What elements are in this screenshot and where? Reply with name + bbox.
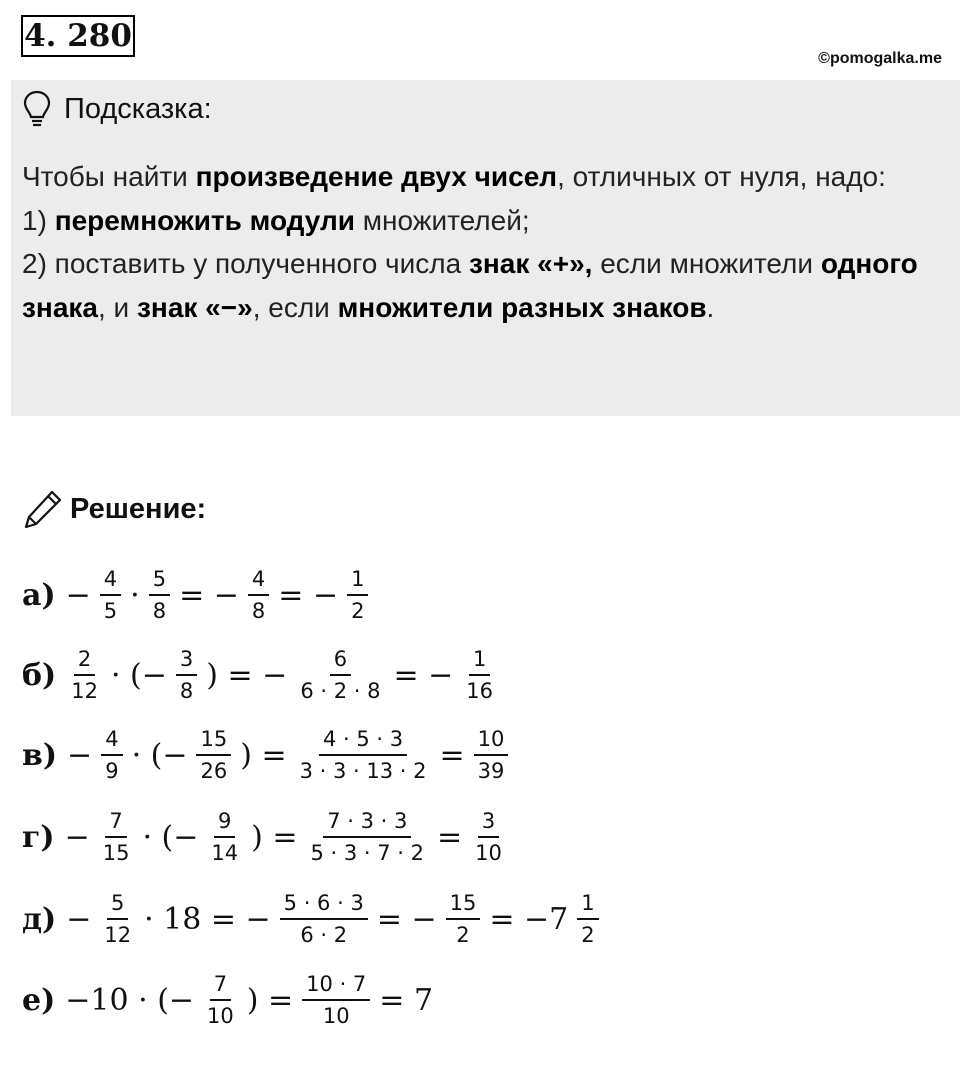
operator: = − — [278, 577, 339, 613]
fraction — [248, 564, 269, 626]
hint-text-part: 1) — [22, 204, 55, 236]
denominator: 2 — [351, 599, 365, 623]
numerator: 4 — [248, 564, 269, 596]
fraction — [307, 806, 429, 868]
numerator: 1 — [577, 888, 598, 920]
numerator: 10 · 7 — [302, 969, 370, 1001]
denominator: 12 — [71, 679, 98, 703]
row-label: а) — [22, 577, 56, 613]
denominator: 26 — [200, 759, 228, 783]
denominator: 14 — [211, 841, 239, 865]
fraction — [280, 888, 368, 950]
operator: = − — [376, 901, 437, 937]
lightbulb-icon — [22, 90, 52, 128]
row-label: д) — [22, 901, 57, 937]
numerator: 3 — [176, 644, 197, 676]
fraction — [196, 724, 231, 786]
operator: = — [439, 737, 465, 773]
operator: · (− — [142, 819, 199, 855]
operator: −10 · (− — [65, 982, 195, 1018]
denominator: 8 — [251, 599, 266, 623]
solution-title — [22, 488, 206, 530]
numerator: 7 — [210, 969, 231, 1001]
task-number: 4. 280 — [21, 15, 135, 57]
fraction — [302, 969, 370, 1031]
operator: = − — [179, 577, 239, 613]
denominator: 2 — [456, 923, 470, 947]
hint-text-part: , и — [98, 291, 137, 323]
solution-row-e — [22, 965, 437, 1035]
denominator: 10 — [207, 1004, 234, 1028]
hint-text-part: , отличных от нуля, надо: — [557, 161, 886, 192]
numerator: 15 — [196, 724, 231, 756]
fraction — [176, 644, 197, 706]
solution-title-text: Решение: — [70, 492, 207, 525]
hint-bold-part: перемножить модули — [54, 204, 356, 236]
numerator: 4 — [100, 564, 121, 596]
denominator: 10 — [322, 1004, 350, 1028]
hint-text-part: . — [706, 291, 715, 323]
hint-bold-part: знак «+», — [468, 248, 593, 279]
operator: · (− — [131, 737, 188, 773]
hint-text-part: Чтобы найти — [22, 161, 196, 192]
row-label: в) — [22, 737, 58, 773]
hint-bold-part: знак «−» — [136, 291, 253, 323]
numerator: 7 · 3 · 3 — [323, 806, 411, 838]
fraction — [203, 969, 238, 1031]
hint-text-part: если множители — [592, 248, 821, 279]
fraction — [577, 888, 598, 950]
minus-sign: − — [67, 737, 93, 773]
denominator: 3 · 3 · 13 · 2 — [299, 759, 427, 783]
numerator: 1 — [347, 564, 368, 596]
operator: ) = — [240, 737, 287, 773]
hint-text-part: множителей; — [355, 204, 530, 236]
fraction — [296, 724, 431, 786]
numerator: 4 · 5 · 3 — [319, 724, 407, 756]
fraction — [471, 806, 506, 868]
row-label: г) — [22, 819, 55, 855]
fraction — [67, 644, 102, 706]
numerator: 2 — [74, 644, 95, 676]
numerator: 6 — [330, 644, 351, 676]
minus-sign: − — [66, 901, 92, 937]
fraction — [99, 806, 134, 868]
denominator: 6 · 2 · 8 — [300, 679, 381, 703]
minus-sign: − — [65, 577, 91, 613]
operator: · 18 = − — [144, 901, 271, 937]
hint-bold-part: множители разных знаков — [337, 291, 707, 323]
fraction — [101, 724, 122, 786]
numerator: 1 — [469, 644, 490, 676]
fraction — [100, 564, 121, 626]
operator: ) = — [246, 982, 294, 1018]
numerator: 4 — [101, 724, 122, 756]
operator: · — [130, 577, 140, 613]
fraction — [474, 724, 509, 786]
operator: = − — [393, 657, 454, 693]
denominator: 10 — [475, 841, 502, 865]
numerator: 10 — [474, 724, 509, 756]
denominator: 16 — [466, 679, 493, 703]
operator: = 7 — [379, 982, 434, 1018]
solution-row-a — [22, 560, 373, 630]
solution-row-d — [22, 884, 604, 954]
numerator: 5 — [107, 888, 128, 920]
numerator: 5 · 6 · 3 — [280, 888, 368, 920]
denominator: 5 · 3 · 7 · 2 — [310, 841, 425, 865]
operator: ) = — [251, 819, 298, 855]
solution-row-b — [22, 640, 502, 710]
numerator: 3 — [478, 806, 499, 838]
denominator: 2 — [581, 923, 595, 947]
minus-sign: − — [64, 819, 90, 855]
fraction — [347, 564, 368, 626]
solution-row-v — [22, 720, 513, 790]
row-label: е) — [22, 982, 56, 1018]
fraction — [296, 644, 384, 706]
hint-text-part: , если — [252, 291, 338, 323]
denominator: 8 — [152, 599, 167, 623]
hint-text-part: 2) поставить у полученного числа — [22, 248, 469, 279]
hint-bold-part: произведение двух чисел — [195, 161, 558, 192]
operator: = −7 — [489, 901, 569, 937]
hint-text — [22, 155, 952, 329]
hint-title-text: Подсказка: — [64, 92, 212, 125]
denominator: 39 — [477, 759, 505, 783]
denominator: 9 — [105, 759, 119, 783]
fraction — [462, 644, 497, 706]
operator: · (− — [110, 657, 167, 693]
numerator: 5 — [149, 564, 170, 596]
hint-title — [22, 90, 212, 128]
numerator: 15 — [446, 888, 481, 920]
row-label: б) — [22, 657, 57, 693]
watermark: ©pomogalka.me — [818, 50, 942, 67]
denominator: 12 — [104, 923, 132, 947]
operator: ) = − — [206, 657, 288, 693]
fraction — [100, 888, 135, 950]
pencil-icon — [22, 488, 64, 530]
fraction — [446, 888, 481, 950]
operator: = — [437, 819, 463, 855]
fraction — [207, 806, 242, 868]
hint-bold-part: одного знака — [22, 248, 918, 323]
denominator: 6 · 2 — [300, 923, 348, 947]
numerator: 9 — [214, 806, 235, 838]
denominator: 5 — [103, 599, 118, 623]
denominator: 15 — [102, 841, 130, 865]
solution-row-g — [22, 802, 511, 872]
numerator: 7 — [105, 806, 126, 838]
denominator: 8 — [179, 679, 194, 703]
fraction — [149, 564, 170, 626]
